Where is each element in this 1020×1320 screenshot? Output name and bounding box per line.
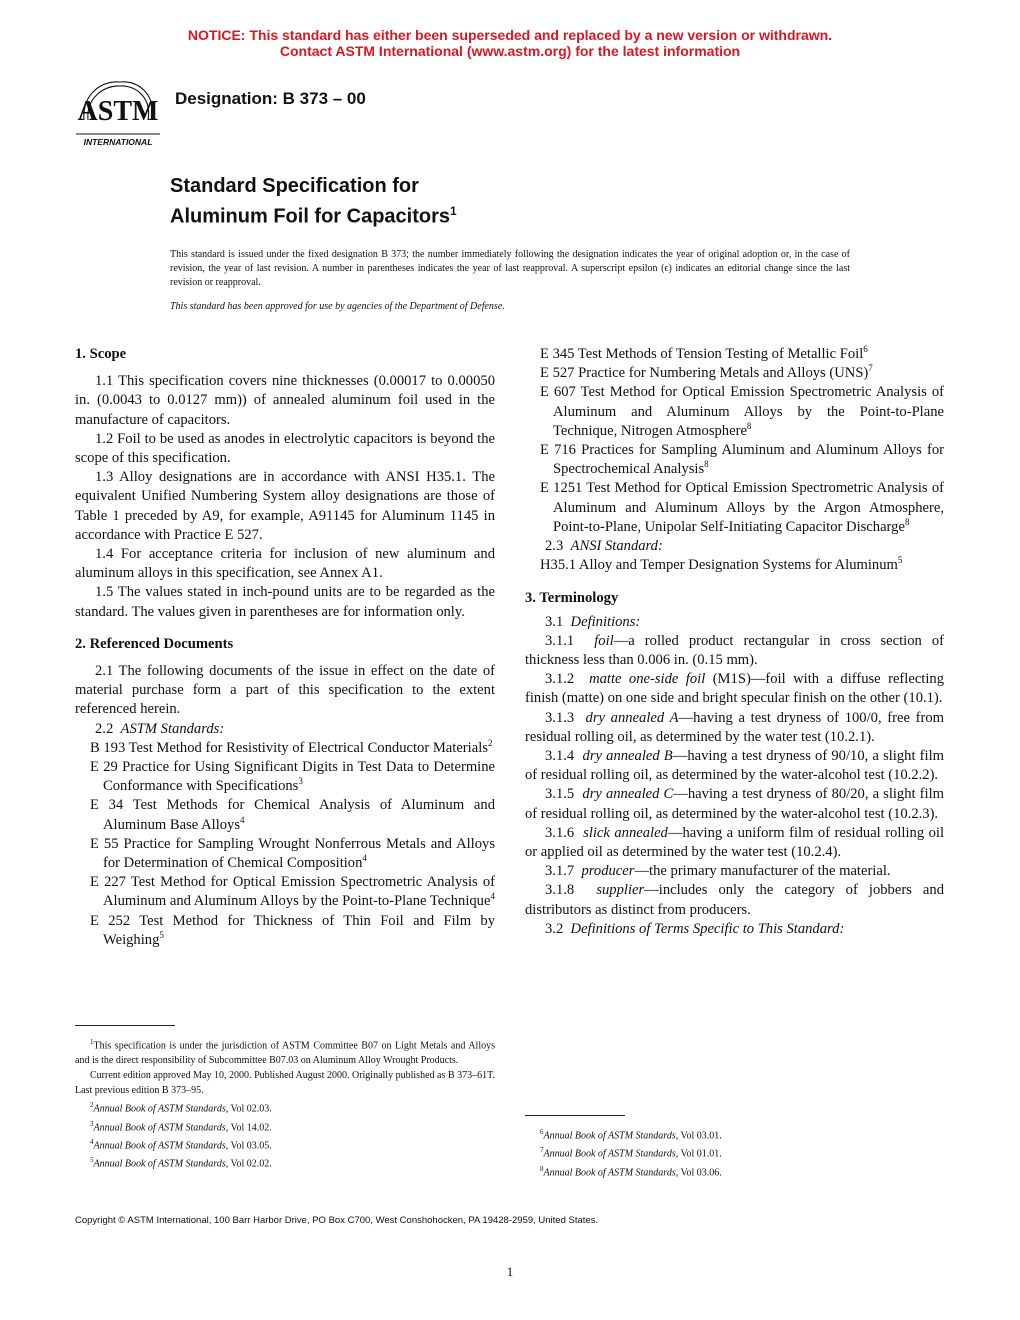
section-heading-referenced-documents: 2. Referenced Documents	[75, 635, 234, 652]
notice-line-1: NOTICE: This standard has either been superseded and replaced by a new version or withdrawn.	[187, 27, 833, 43]
ref-e29: E 29 Practice for Using Significant Digits in Test Data to Determine Conformance with Specifications$^3$	[90, 759, 495, 795]
copyright-line: Copyright © ASTM International, 100 Barr Harbor Drive, PO Box C700, West Conshohocken, PA 19428-2959, United States.	[75, 1215, 599, 1226]
withdrawal-notice	[0, 27, 1020, 59]
dod-note: This standard has been approved for use by agencies of the Department of Defense.	[170, 301, 505, 312]
ref-e227: E 227 Test Method for Optical Emission Spectrometric Analysis of Aluminum and Aluminum Alloys by the Point-to-Plane Technique$^4$	[90, 874, 495, 910]
issuance-note: This standard is issued under the fixed designation B 373; the number immediately following the designation indicates the year of original adoption or, in the case of revision, the year of last revision. A number in parentheses indicates the year of last reapproval. A superscript epsilon (ϵ) indicates an editorial change since the last revision or reapproval.	[170, 249, 850, 288]
paragraph-2-2-label: ASTM Standards:	[120, 720, 225, 737]
ref-e55: E 55 Practice for Sampling Wrought Nonferrous Metals and Alloys for Determination of Chemical Composition$^4$	[90, 835, 495, 872]
paragraph-2-1: 2.1 The following documents of the issue in effect on the date of material purchase form a part of this specification to the extent referenced herein.	[75, 663, 495, 718]
paragraph-2-2	[75, 720, 495, 739]
left-column	[75, 345, 495, 950]
footnote-rule-left	[75, 1025, 175, 1026]
right-column	[525, 345, 944, 939]
page-number: 1	[506, 1264, 514, 1279]
paragraph-2-2-number: 2.2	[95, 720, 114, 737]
definition-supplier: 3.1.8 supplier—includes only the category of jobbers and distributors as distinct from producers.	[525, 882, 944, 918]
paragraph-1-1: 1.1 This specification covers nine thicknesses (0.00017 to 0.00050 in. (0.0043 to 0.0127 mm)) of annealed aluminum foil used in the manufacture of capacitors.	[75, 373, 495, 428]
title-line-1: Standard Specification for	[170, 175, 419, 197]
ref-e1251: E 1251 Test Method for Optical Emission Spectrometric Analysis of Aluminum and Aluminum Alloys by the Argon Atmosphere, Point-to-Plane, Unipolar Self-Initiating Capacitor Discharge$^8$	[540, 480, 944, 535]
definition-matte-one-side-foil: 3.1.2 matte one-side foil (M1S)—foil with a diffuse reflecting finish (matte) on one side and bright specular finish on the other (10.1).	[525, 671, 945, 707]
ref-e527: E 527 Practice for Numbering Metals and Alloys (UNS)$^7$	[540, 363, 873, 382]
footnote-3: $^3$Annual Book of ASTM Standards, Vol 14.02.	[90, 1119, 272, 1133]
footnote-2: $^2$Annual Book of ASTM Standards, Vol 02.03.	[90, 1101, 272, 1115]
document-title	[170, 174, 457, 230]
title-footnote-ref: 1	[450, 204, 457, 218]
definition-dry-annealed-b: 3.1.4 dry annealed B—having a test dryness of 90/10, a slight film of residual rolling oil, as determined by the water-alcohol test (10.2.2).	[525, 748, 944, 784]
astm-logo-icon	[76, 74, 160, 148]
paragraph-1-3: 1.3 Alloy designations are in accordance with ANSI H35.1. The equivalent Unified Numbering System alloy designations are those of Table 1 preceded by A9, for example, A91145 for Aluminum 1145 in accordance with Practice E 527.	[75, 469, 495, 543]
footnote-1: $^1$This specification is under the jurisdiction of ASTM Committee B07 on Light Metals and Alloys and is the direct responsibility of Subcommittee B07.03 on Aluminum Alloy Wrought Products.	[75, 1038, 495, 1067]
ref-h35-1: H35.1 Alloy and Temper Designation Systems for Aluminum$^5$	[540, 555, 903, 574]
ref-e34: E 34 Test Methods for Chemical Analysis of Aluminum and Aluminum Base Alloys$^4$	[90, 797, 495, 833]
paragraph-2-3: 2.3 ANSI Standard:	[545, 538, 663, 555]
definition-foil: 3.1.1 foil—a rolled product rectangular in cross section of thickness less than 0.006 in. (0.15 mm).	[525, 632, 945, 669]
notice-line-2: Contact ASTM International (www.astm.org) for the latest information	[279, 43, 741, 59]
designation: Designation: B 373 – 00	[175, 89, 366, 108]
footnote-7: $^7$Annual Book of ASTM Standards, Vol 01.01.	[540, 1146, 722, 1160]
paragraph-1-4: 1.4 For acceptance criteria for inclusion of new aluminum and aluminum alloys in this specification, see Annex A1.	[75, 546, 495, 582]
section-heading-scope: 1. Scope	[75, 346, 127, 362]
astm-logo	[76, 74, 160, 148]
ref-b193: B 193 Test Method for Resistivity of Electrical Conductor Materials$^2$	[90, 738, 493, 756]
paragraph-3-2: 3.2 Definitions of Terms Specific to This Standard:	[545, 920, 845, 937]
footnotes-right	[525, 1125, 944, 1180]
logo-letters: ASTM	[77, 96, 159, 127]
ref-e252: E 252 Test Method for Thickness of Thin Foil and Film by Weighing$^5$	[90, 912, 495, 948]
paragraph-3-1: 3.1 Definitions:	[545, 613, 641, 630]
paragraph-1-2: 1.2 Foil to be used as anodes in electrolytic capacitors is beyond the scope of this specification.	[75, 430, 495, 467]
title-line-2: Aluminum Foil for Capacitors	[170, 205, 451, 228]
definition-producer: 3.1.7 producer—the primary manufacturer of the material.	[545, 863, 891, 880]
definition-dry-annealed-a: 3.1.3 dry annealed A—having a test dryness of 100/0, free from residual rolling oil, as determined by the water test (10.2.1).	[525, 709, 944, 745]
footnote-1-edition: Current edition approved May 10, 2000. Published August 2000. Originally published as B 373–61T. Last previous edition B 373–95.	[75, 1070, 495, 1097]
definition-slick-annealed: 3.1.6 slick annealed—having a uniform film of residual rolling oil or applied oil as determined by the water test (10.2.4).	[525, 824, 944, 861]
ref-e716: E 716 Practices for Sampling Aluminum and Aluminum Alloys for Spectrochemical Analysis$^8$	[540, 442, 944, 478]
footnote-6: $^6$Annual Book of ASTM Standards, Vol 03.01.	[540, 1128, 722, 1142]
footnotes-left	[75, 1035, 495, 1172]
paragraph-1-5: 1.5 The values stated in inch-pound units are to be regarded as the standard. The values given in parentheses are for information only.	[75, 584, 495, 620]
definition-dry-annealed-c: 3.1.5 dry annealed C—having a test dryness of 80/20, a slight film of residual rolling oil, as determined by the water-alcohol test (10.2.3).	[525, 786, 944, 822]
ref-e345: E 345 Test Methods of Tension Testing of Metallic Foil$^6$	[540, 344, 868, 362]
footnote-4: $^4$Annual Book of ASTM Standards, Vol 03.05.	[90, 1137, 272, 1152]
logo-word: INTERNATIONAL	[83, 137, 153, 147]
footnote-5: $^5$Annual Book of ASTM Standards, Vol 02.02.	[90, 1156, 272, 1170]
ref-e607: E 607 Test Method for Optical Emission Spectrometric Analysis of Aluminum and Aluminum Alloys by the Point-to-Plane Technique, Nitrogen Atmosphere$^8$	[540, 384, 944, 439]
section-heading-terminology: 3. Terminology	[525, 590, 619, 607]
footnote-rule-right	[525, 1115, 625, 1116]
footnote-8: $^8$Annual Book of ASTM Standards, Vol 03.06.	[540, 1164, 722, 1178]
